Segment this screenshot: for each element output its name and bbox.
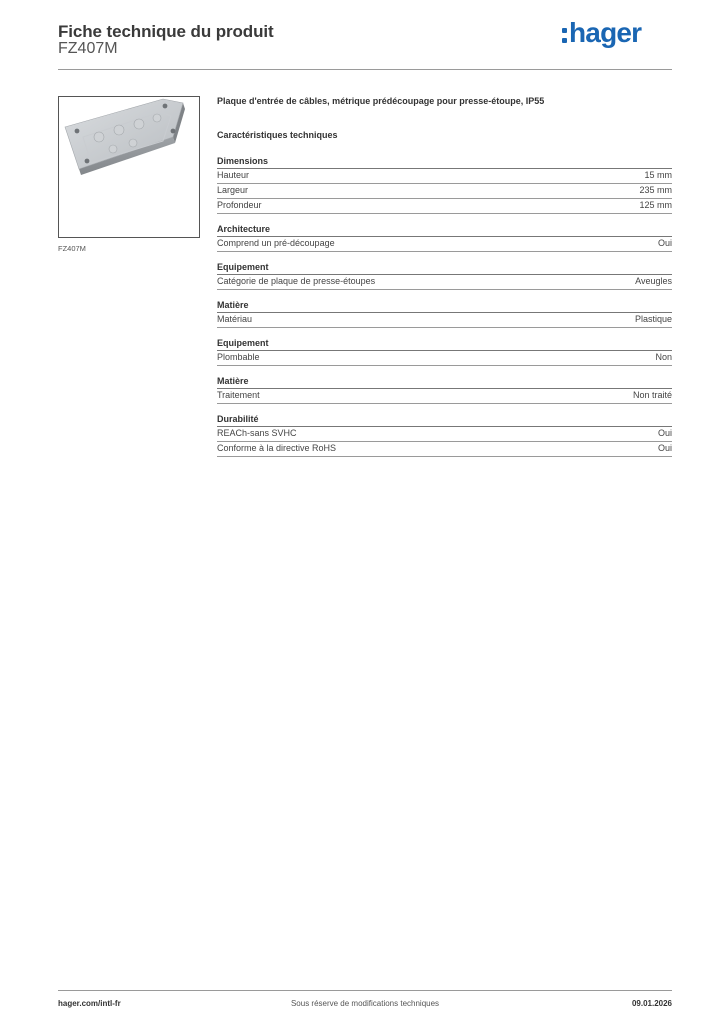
- characteristic-value: Oui: [657, 428, 672, 438]
- product-details: [217, 96, 672, 457]
- group-title: Architecture: [217, 224, 672, 237]
- group-title: Durabilité: [217, 414, 672, 427]
- characteristic-row: [217, 237, 672, 252]
- product-description: Plaque d'entrée de câbles, métrique prédécoupage pour presse-étoupe, IP55: [217, 96, 545, 106]
- characteristic-label: Largeur: [217, 185, 249, 195]
- characteristic-label: Profondeur: [217, 200, 262, 210]
- footer-date: 09.01.2026: [631, 999, 672, 1008]
- characteristic-value: 125 mm: [639, 200, 672, 210]
- characteristic-row: [217, 275, 672, 290]
- characteristic-row: [217, 184, 672, 199]
- logo-dots-icon: [562, 28, 568, 44]
- characteristic-row: [217, 351, 672, 366]
- characteristic-value: Plastique: [634, 314, 672, 324]
- characteristic-value: Oui: [657, 443, 672, 453]
- characteristic-label: Catégorie de plaque de presse-étoupes: [217, 276, 376, 286]
- logo-wordmark: hager: [569, 17, 642, 48]
- characteristic-label: Hauteur: [217, 170, 250, 180]
- group-title: Equipement: [217, 262, 672, 275]
- characteristic-label: Matériau: [217, 314, 253, 324]
- technical-characteristics-heading: Caractéristiques techniques: [217, 130, 338, 140]
- product-image-caption: FZ407M: [58, 244, 86, 253]
- document-title: Fiche technique du produit: [58, 22, 274, 41]
- characteristic-value: Non traité: [632, 390, 672, 400]
- characteristics-group: [217, 224, 672, 252]
- characteristic-row: [217, 442, 672, 457]
- characteristic-value: Oui: [657, 238, 672, 248]
- characteristic-value: Aveugles: [635, 276, 672, 286]
- characteristic-row: [217, 427, 672, 442]
- group-title: Matière: [217, 300, 672, 313]
- page-header: [58, 17, 672, 70]
- hager-logo: [562, 19, 656, 51]
- group-title: Matière: [217, 376, 672, 389]
- characteristics-group: [217, 338, 672, 366]
- characteristic-row: [217, 313, 672, 328]
- group-title: Equipement: [217, 338, 672, 351]
- characteristic-label: Traitement: [217, 390, 260, 400]
- characteristic-label: Plombable: [217, 352, 260, 362]
- characteristic-row: [217, 199, 672, 214]
- characteristics-group: [217, 414, 672, 457]
- group-title: Dimensions: [217, 156, 672, 169]
- product-image: [58, 96, 200, 238]
- characteristics-group: [217, 300, 672, 328]
- characteristic-value: Non: [655, 352, 672, 362]
- footer-notice: Sous réserve de modifications techniques: [290, 999, 440, 1008]
- characteristics-groups: [217, 156, 672, 457]
- footer-website: hager.com/intl-fr: [58, 999, 121, 1008]
- characteristics-group: [217, 376, 672, 404]
- product-reference: FZ407M: [58, 40, 118, 57]
- characteristic-value: 15 mm: [644, 170, 672, 180]
- characteristic-label: Conforme à la directive RoHS: [217, 443, 337, 453]
- characteristic-value: 235 mm: [639, 185, 672, 195]
- characteristic-label: REACh-sans SVHC: [217, 428, 297, 438]
- characteristic-label: Comprend un pré-découpage: [217, 238, 335, 248]
- page-footer: [58, 990, 672, 1011]
- characteristics-group: [217, 262, 672, 290]
- characteristic-row: [217, 389, 672, 404]
- cable-entry-plate-image: [59, 97, 199, 237]
- characteristics-group: [217, 156, 672, 214]
- characteristic-row: [217, 169, 672, 184]
